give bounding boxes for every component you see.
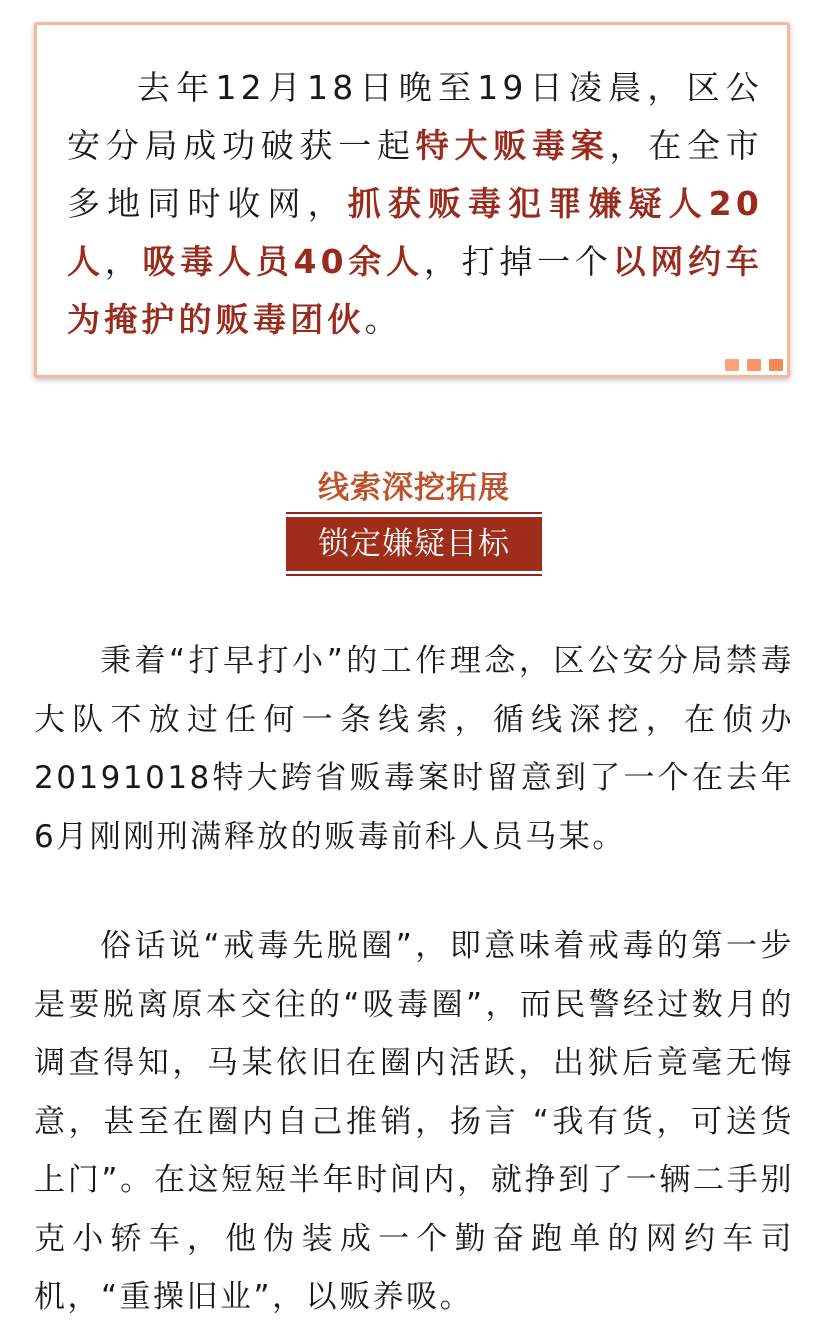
dot-decoration <box>725 359 739 371</box>
dot-decoration <box>747 359 761 371</box>
intro-highlight: 特大贩毒案 <box>415 126 610 165</box>
decorative-dots <box>725 359 783 371</box>
intro-box <box>34 22 790 378</box>
intro-highlight: 抓获贩毒犯罪嫌疑人20人 <box>67 184 763 281</box>
intro-text-part: 去年12月18日晚至19日凌晨，区公安分局成功破获一起 <box>67 68 763 165</box>
intro-text-part: ， <box>104 242 143 281</box>
intro-text-part: ，在全市多地同时收网， <box>67 126 763 223</box>
dot-decoration <box>769 359 783 371</box>
intro-highlight: 吸毒人员40余人 <box>142 242 424 281</box>
body-paragraph: 俗话说“戒毒先脱圈”，即意味着戒毒的第一步是要脱离原本交往的“吸毒圈”，而民警经过数月的调查得知，马某依旧在圈内活跃，出狱后竟毫无悔意，甚至在圈内自己推销，扬言 “我有货，可送货上门”。在这短短半年时间内，就挣到了一辆二手别克小轿车，他伪装成一个勤奋跑单的网约车司机，“重操旧业”，以贩养吸。 <box>34 928 794 1315</box>
section-title: 锁定嫌疑目标 <box>286 517 542 571</box>
intro-highlight: 以网约车为掩护的贩毒团伙 <box>67 242 764 339</box>
intro-text-part: 。 <box>364 300 402 339</box>
section-title-frame <box>286 512 542 576</box>
body-paragraph: 秉着“打早打小”的工作理念，区公安分局禁毒大队不放过任何一条线索，循线深挖，在侦办20191018特大跨省贩毒案时留意到了一个在去年6月刚刚刑满释放的贩毒前科人员马某。 <box>34 643 794 855</box>
section-kicker: 线索深挖拓展 <box>318 470 510 506</box>
intro-text-part: ，打掉一个 <box>423 242 613 281</box>
intro-paragraph <box>67 59 763 349</box>
